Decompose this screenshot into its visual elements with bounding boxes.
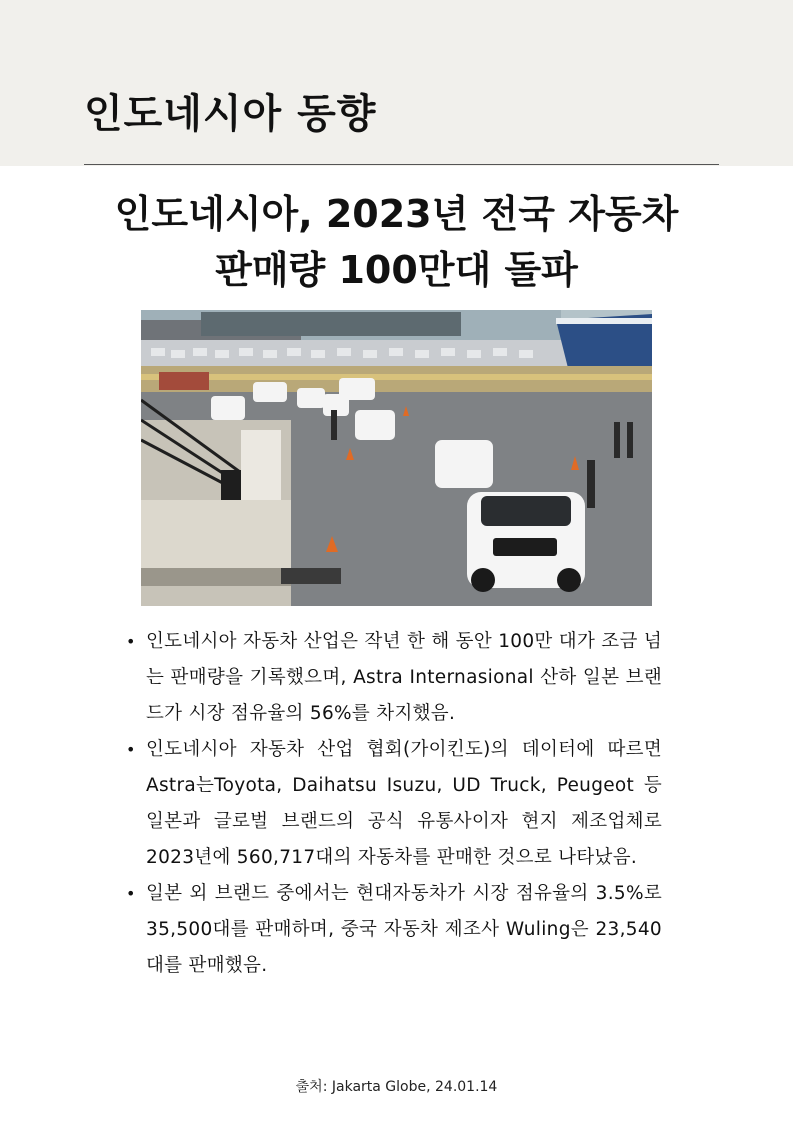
bullet-item	[126, 876, 662, 984]
header-divider	[84, 164, 719, 165]
article-headline	[60, 186, 733, 298]
headline-line-2: 판매량 100만대 돌파	[215, 248, 578, 292]
bullet-item	[126, 732, 662, 876]
bullet-list	[126, 624, 662, 984]
source-citation: 출처: Jakarta Globe, 24.01.14	[295, 1079, 498, 1095]
bullet-marker: •	[126, 632, 136, 651]
car-port-photo	[141, 310, 652, 606]
bullet-text: 일본 외 브랜드 중에서는 현대자동차가 시장 점유율의 3.5%로 35,500대를 판매하며, 중국 자동차 제조사 Wuling은 23,540대를 판매했음.	[146, 883, 662, 976]
section-title: 인도네시아 동향	[84, 91, 377, 137]
bullet-marker: •	[126, 884, 136, 903]
bullet-marker: •	[126, 740, 136, 759]
headline-line-1: 인도네시아, 2023년 전국 자동차	[114, 192, 679, 236]
bullet-item	[126, 624, 662, 732]
bullet-text: 인도네시아 자동차 산업 협회(가이킨도)의 데이터에 따르면 Astra는Toyota, Daihatsu Isuzu, UD Truck, Peugeot 등 일본과 글로벌 브랜드의 공식 유통사이자 현지 제조업체로 2023년에 560,717대의 자동차를 판매한 것으로 나타났음.	[146, 739, 662, 868]
bullet-text: 인도네시아 자동차 산업은 작년 한 해 동안 100만 대가 조금 넘는 판매량을 기록했으며, Astra Internasional 산하 일본 브랜드가 시장 점유율의 56%를 차지했음.	[146, 631, 662, 724]
